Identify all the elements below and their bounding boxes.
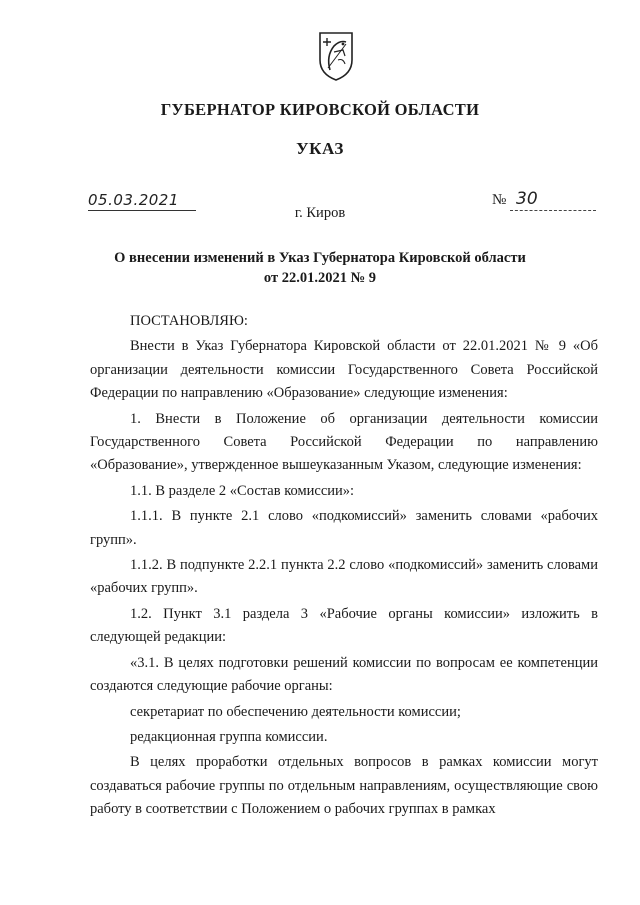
title-line-2: от 22.01.2021 № 9	[263, 270, 377, 286]
paragraph: Внести в Указ Губернатора Кировской области от 22.01.2021 № 9 «Об организации деятельности комиссии Государственного Совета Российской Федерации по направлению «Образование» следующие изменения:	[90, 338, 598, 402]
paragraph: 1.1.2. В подпункте 2.2.1 пункта 2.2 слово «подкомиссий» заменить словами «рабочих групп».	[90, 557, 598, 597]
coat-of-arms-icon	[316, 30, 356, 82]
document-title	[60, 248, 580, 288]
paragraph: 1.1. В разделе 2 «Состав комиссии»:	[130, 482, 355, 499]
paragraph: 1.2. Пункт 3.1 раздела 3 «Рабочие органы комиссии» изложить в следующей редакции:	[90, 605, 598, 646]
paragraph: секретариат по обеспечению деятельности комиссии;	[130, 703, 461, 720]
document-body	[90, 310, 598, 824]
paragraph: 1. Внести в Положение об организации деятельности комиссии Государственного Совета Российской Федерации по направлению «Образование», утвержденное вышеуказанным Указом, следующие изменения:	[90, 410, 598, 474]
paragraph: «3.1. В целях подготовки решений комиссии по вопросам ее компетенции создаются следующие рабочие органы:	[90, 654, 598, 695]
city: г. Киров	[294, 205, 346, 221]
paragraph: В целях проработки отдельных вопросов в рамках комиссии могут создаваться рабочие группы по отдельным направлениям, осуществляющие свою работу в соответствии с Положением о рабочих группах в рамках	[90, 754, 598, 818]
document-type: УКАЗ	[296, 139, 344, 158]
decree-word: ПОСТАНОВЛЯЮ:	[130, 313, 248, 329]
title-line-1: О внесении изменений в Указ Губернатора Кировской области	[114, 250, 526, 266]
paragraph: редакционная группа комиссии.	[130, 728, 328, 745]
handwritten-number: 30	[516, 189, 538, 209]
handwritten-date: 05.03.2021	[88, 191, 179, 209]
number-sign: №	[492, 192, 507, 208]
paragraph: 1.1.1. В пункте 2.1 слово «подкомиссий» заменить словами «рабочих групп».	[90, 508, 598, 548]
issuing-authority: ГУБЕРНАТОР КИРОВСКОЙ ОБЛАСТИ	[160, 100, 480, 119]
